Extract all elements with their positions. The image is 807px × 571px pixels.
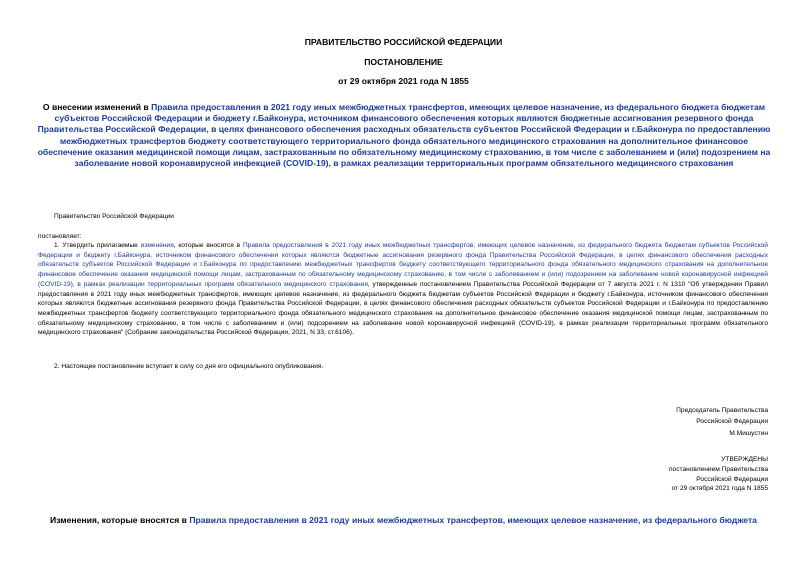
approval-by: постановлением Правительства <box>668 465 768 473</box>
clause-1-part-2: , которые вносятся в <box>173 242 243 249</box>
decree-word: постановляет: <box>38 233 82 240</box>
government-title: ПРАВИТЕЛЬСТВО РОССИЙСКОЙ ФЕДЕРАЦИИ <box>304 37 503 47</box>
signature-name: М.Мишустин <box>729 429 768 437</box>
approval-block <box>669 455 768 494</box>
clause-2: 2. Настоящее постановление вступает в силу со дня его официального опубликования. <box>54 363 324 370</box>
document-type: ПОСТАНОВЛЕНИЕ <box>364 57 443 67</box>
changes-link[interactable]: изменения <box>140 242 174 249</box>
changes-heading-prefix: Изменения, которые вносятся в <box>50 515 190 525</box>
signature-country: Российской Федерации <box>696 418 768 426</box>
approval-country: Российской Федерации <box>696 475 768 483</box>
clause-1-part-3: , утвержденные постановлением Правительства Российской Федерации от 7 августа 2021 г. N 1310 "Об утверждении Правил предоставления в 2021 году иных межбюджетных трансфертов, имеющих целевое назначение, из федерального бюджета бюджетам субъектов Российской Федерации и бюджету г.Байконура, источником финансового обеспечения которых являются бюджетные ассигнования резервного фонда Правительства Российской Федерации, в целях финансового обеспечения расходных обязательств субъектов Российской Федерации и г.Байконура по предоставлению межбюджетных трансфертов бюджету соответствующего территориального фонда обязательного медицинского страхования на дополнительное финансовое обеспечение оказания медицинской помощи лицам, застрахованным по обязательному медицинскому страхованию, в том числе с заболеванием и (или) подозрением на заболевание новой коронавирусной инфекцией (COVID-19), в рамках реализации территориальных программ обязательного медицинского страхования" (Собрание законодательства Российской Федерации, 2021, N 33, ст.6106). <box>38 280 768 337</box>
signature-position: Председатель Правительства <box>676 407 768 414</box>
clause-1-rules-link[interactable]: Правила предоставления в 2021 году иных межбюджетных трансфертов, имеющих целевое назначение, из федерального бюджета бюджетам субъектов Российской Федерации и бюджету г.Байконура, источником финансового обеспечения которых являются бюджетные ассигнования резервного фонда Правительства Российской Федерации, в целях финансового обеспечения расходных обязательств субъектов Российской Федерации и г.Байконура по предоставлению межбюджетных трансфертов бюджету соответствующего территориального фонда обязательного медицинского страхования на дополнительное финансовое обеспечение оказания медицинской помощи лицам, застрахованным по обязательному медицинскому страхованию, в том числе с заболеванием и (или) подозрением на заболевание новой коронавирусной инфекцией (COVID-19), в рамках реализации территориальных программ обязательного медицинского страхования <box>38 242 768 288</box>
issuer-text: Правительство Российской Федерации <box>54 213 174 220</box>
approval-title: УТВЕРЖДЕНЫ <box>721 456 768 463</box>
changes-heading-rules-link[interactable]: Правила предоставления в 2021 году иных межбюджетных трансфертов, имеющих целевое назначение, из федерального бюджета <box>189 515 757 525</box>
document-date-number: от 29 октября 2021 года N 1855 <box>338 76 469 86</box>
signature-block <box>676 405 768 439</box>
rules-link[interactable]: Правила предоставления в 2021 году иных межбюджетных трансфертов, имеющих целевое назначение, из федерального бюджета бюджетам субъектов Российской Федерации и бюджету г.Байконура, источником финансового обеспечения которых являются бюджетные ассигнования резервного фонда Правительства Российской Федерации, в целях финансового обеспечения расходных обязательств субъектов Российской Федерации и г.Байконура по предоставлению межбюджетных трансфертов бюджету соответствующего территориального фонда обязательного медицинского страхования на дополнительное финансовое обеспечение оказания медицинской помощи лицам, застрахованным по обязательному медицинскому страхованию, в том числе с заболеванием и (или) подозрением на заболевание новой коронавирусной инфекцией (COVID-19), в рамках реализации территориальных программ обязательного медицинского страхования <box>37 102 771 169</box>
clause-1 <box>38 241 768 338</box>
document-heading <box>32 102 776 169</box>
changes-heading <box>0 515 807 525</box>
approval-date: от 29 октября 2021 года N 1855 <box>671 485 768 493</box>
heading-prefix: О внесении изменений в <box>42 102 152 112</box>
clause-1-part-1: 1. Утвердить прилагаемые <box>54 242 141 249</box>
